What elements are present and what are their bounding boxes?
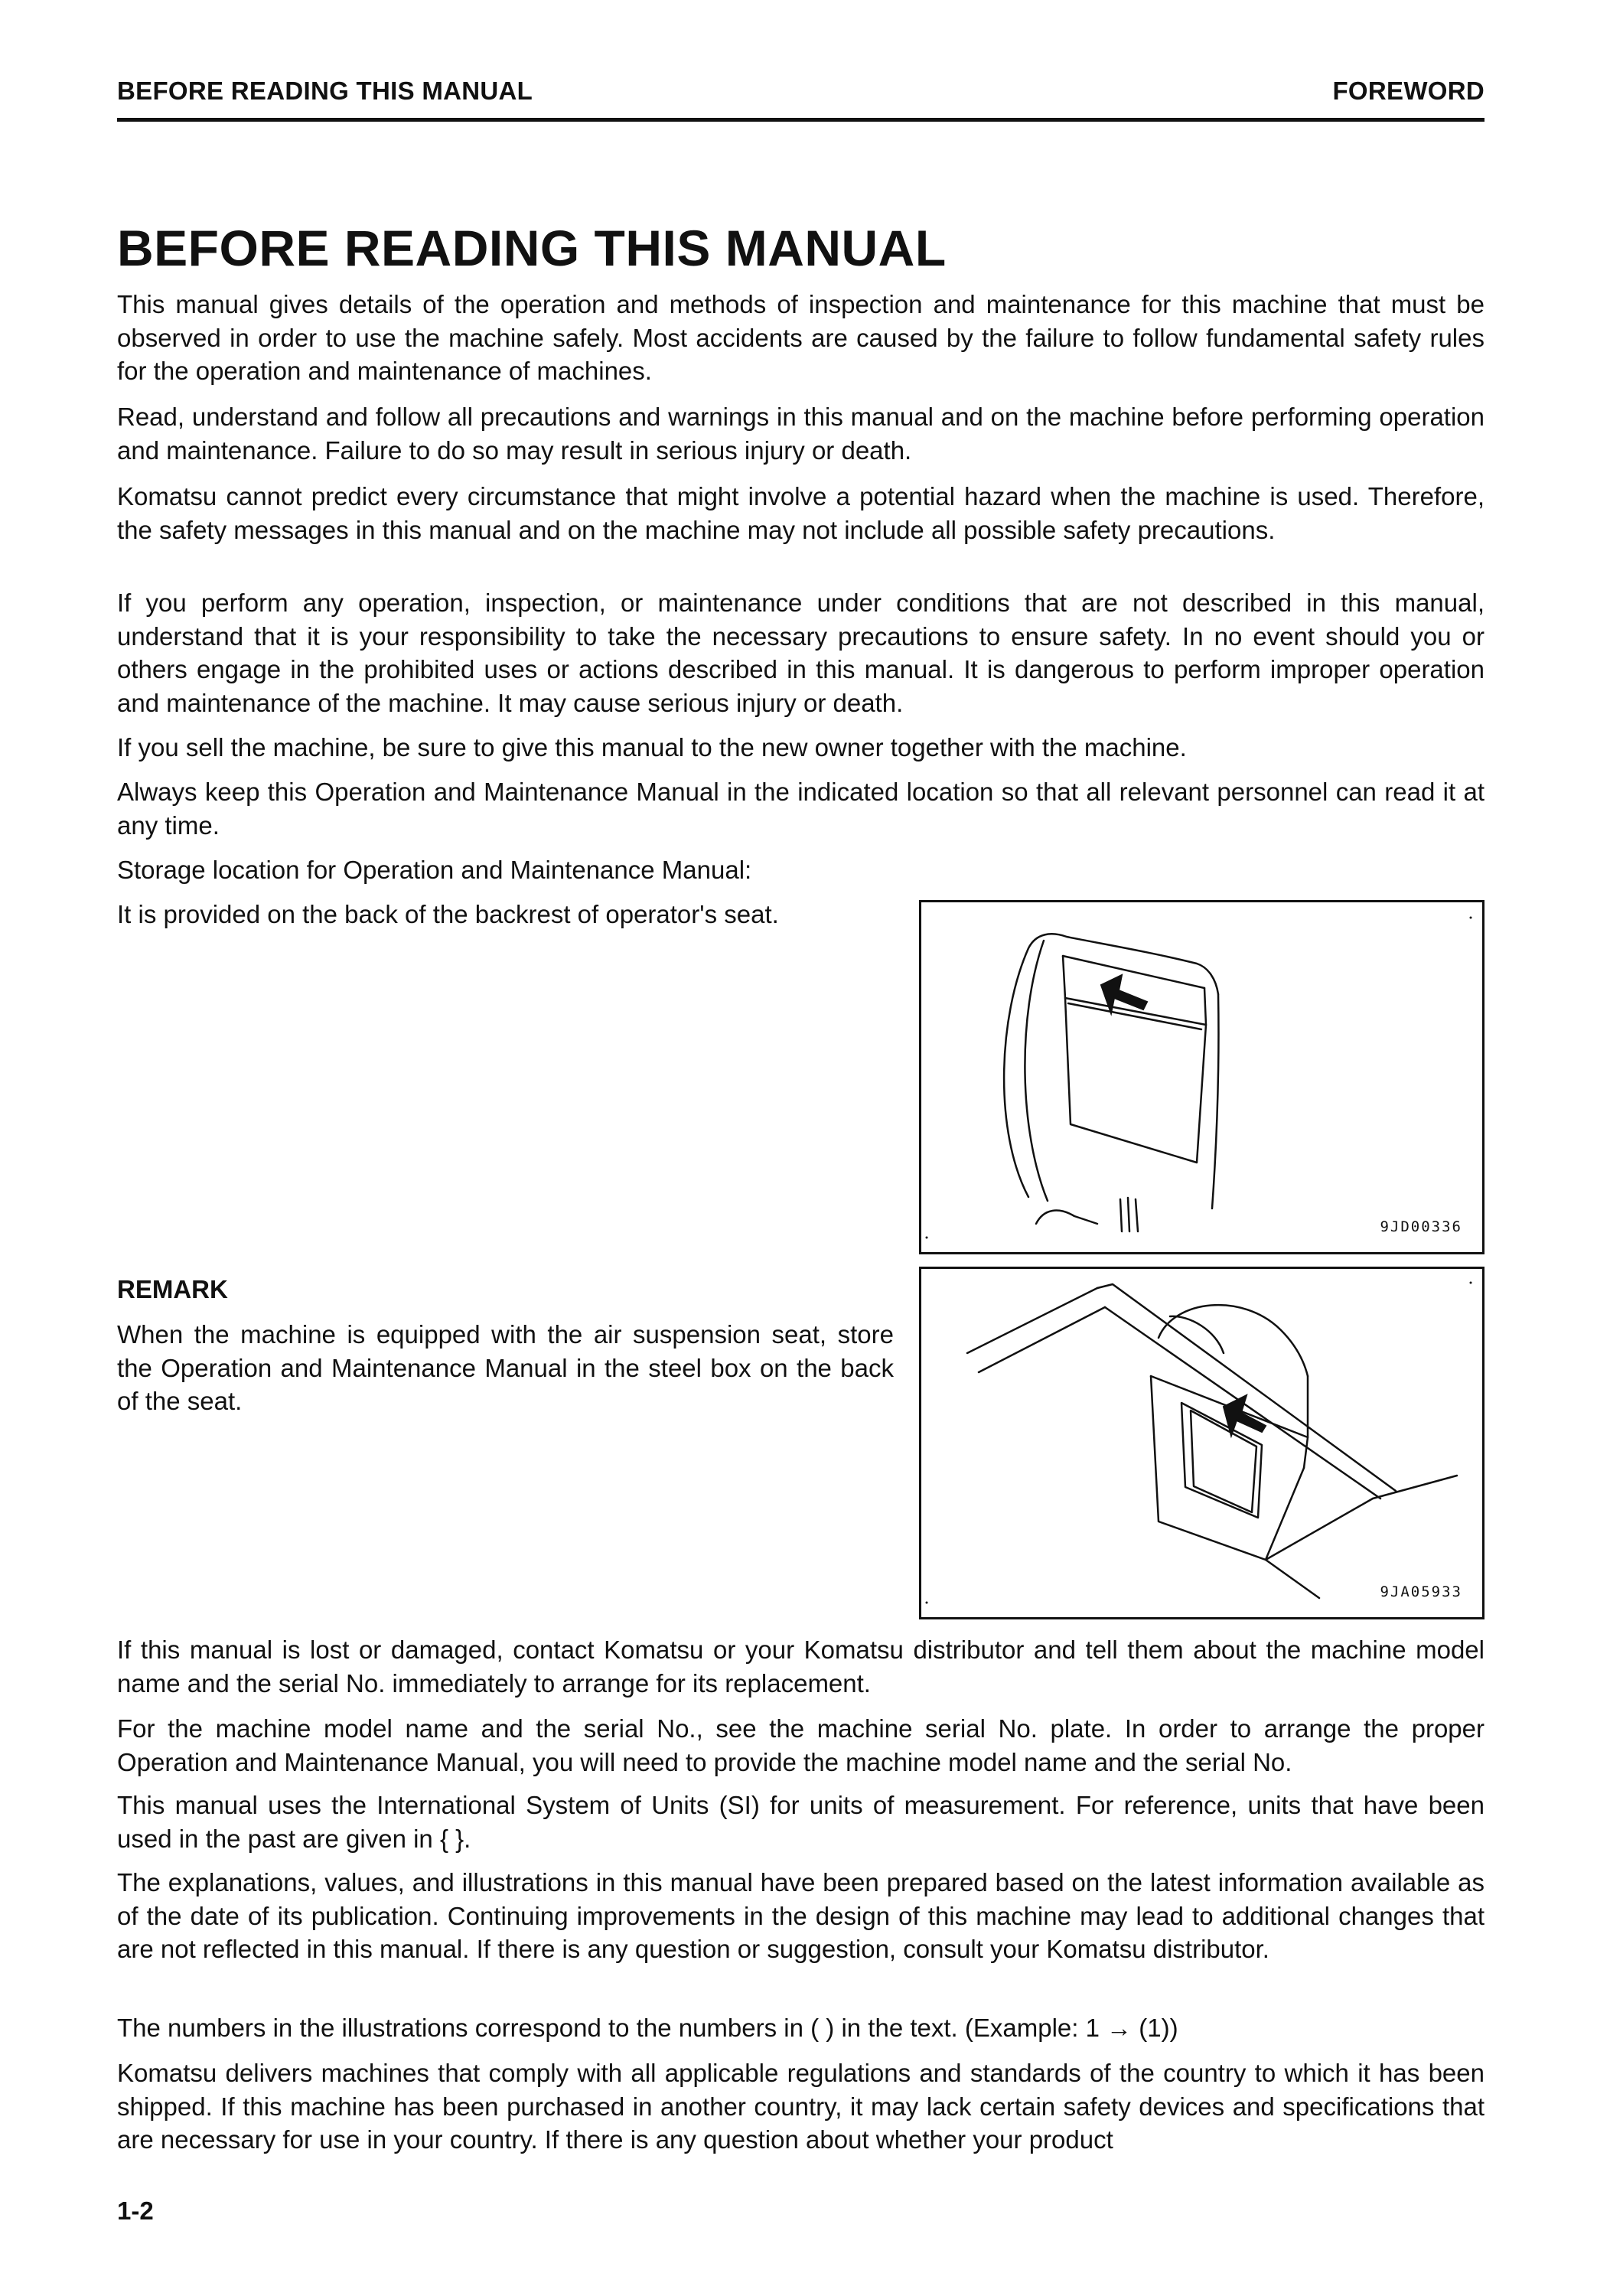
remark-heading: REMARK bbox=[117, 1275, 228, 1303]
paragraph-si-units: This manual uses the International System of Units (SI) for units of measurement. For reference, units that have been used in the past are given in { }. bbox=[117, 1791, 1484, 1853]
figure-air-suspension-seat bbox=[919, 1267, 1484, 1619]
page-title: BEFORE READING THIS MANUAL bbox=[117, 220, 947, 276]
paragraph-resale: If you sell the machine, be sure to give this manual to the new owner together with the machine. bbox=[117, 733, 1187, 762]
seat-backrest-manual-pocket-illustration bbox=[921, 902, 1487, 1257]
remark-text: When the machine is equipped with the air suspension seat, store the Operation and Maintenance Manual in the steel box on the back of the seat. bbox=[117, 1320, 894, 1415]
figure-code: 9JD00336 bbox=[1380, 1218, 1462, 1235]
paragraph-regulations: Komatsu delivers machines that comply with all applicable regulations and standards of the country to which it has been shipped. If this machine has been purchased in another country, it may lack certain safety devices and specifications that are necessary for use in your country. If there is any question about whether your product bbox=[117, 2059, 1484, 2154]
paragraph-lost-manual: If this manual is lost or damaged, contact Komatsu or your Komatsu distributor and tell them about the machine model name and the serial No. immediately to arrange for its replacement. bbox=[117, 1636, 1484, 1698]
paragraph-precautions: Read, understand and follow all precautions and warnings in this manual and on the machine before performing operation and maintenance. Failure to do so may result in serious injury or death. bbox=[117, 403, 1484, 465]
paragraph-serial-plate: For the machine model name and the serial No., see the machine serial No. plate. In order to arrange the proper Operation and Maintenance Manual, you will need to provide the machine model name and the serial No. bbox=[117, 1714, 1484, 1776]
paragraph-storage-location: Storage location for Operation and Maintenance Manual: bbox=[117, 856, 752, 884]
figure-backrest bbox=[919, 900, 1484, 1254]
paragraph-illustration-numbers: The numbers in the illustrations correspond to the numbers in ( ) in the text. (Example: 1 → (1)) bbox=[117, 2014, 1178, 2042]
page-number: 1-2 bbox=[117, 2197, 154, 2225]
header-chapter-title: FOREWORD bbox=[1332, 77, 1484, 105]
air-suspension-seat-steel-box-illustration bbox=[921, 1269, 1487, 1622]
header-section-title: BEFORE READING THIS MANUAL bbox=[117, 77, 533, 105]
paragraph-hazards: Komatsu cannot predict every circumstance that might involve a potential hazard when the machine is used. Therefore, the safety messages in this manual and on the machine may not include all possible safety precautions. bbox=[117, 482, 1484, 544]
page-header bbox=[117, 73, 1484, 122]
figure-code: 9JA05933 bbox=[1380, 1583, 1462, 1600]
paragraph-intro: This manual gives details of the operation and methods of inspection and maintenance for this machine that must be observed in order to use the machine safely. Most accidents are caused by the failure to follow fundamental safety rules for the operation and maintenance of machines. bbox=[117, 290, 1484, 385]
paragraph-latest-information: The explanations, values, and illustrations in this manual have been prepared based on the latest information available as of the date of its publication. Continuing improvements in the design of this machine may lead to additional changes that are not reflected in this manual. If there is any question or suggestion, consult your Komatsu distributor. bbox=[117, 1868, 1484, 1963]
paragraph-keep-manual: Always keep this Operation and Maintenance Manual in the indicated location so that all relevant personnel can read it at any time. bbox=[117, 778, 1484, 840]
paragraph-backrest: It is provided on the back of the backrest of operator's seat. bbox=[117, 900, 779, 928]
paragraph-responsibility: If you perform any operation, inspection, or maintenance under conditions that are not described in this manual, understand that it is your responsibility to take the necessary precautions to ensure safety. In no event should you or others engage in the prohibited uses or actions described in this manual. It is dangerous to perform improper operation and maintenance of the machine. It may cause serious injury or death. bbox=[117, 589, 1484, 717]
